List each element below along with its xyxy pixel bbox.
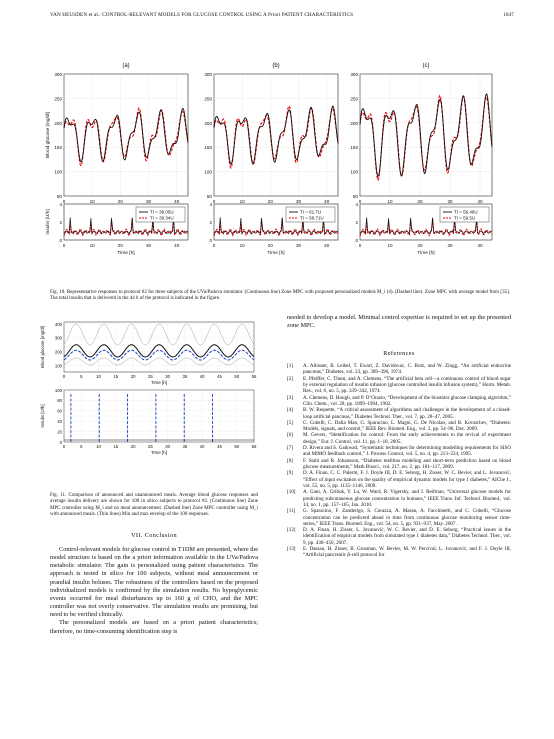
figure-11 <box>38 318 264 468</box>
tick-label: 300 <box>350 72 358 77</box>
reference-item <box>287 420 511 433</box>
tick-label: 30 <box>447 243 453 248</box>
tick-label: 10 <box>96 444 101 449</box>
reference-item <box>287 376 511 395</box>
tick-label: 0 <box>59 439 62 445</box>
header-title: VAN HEUSDEN et al.: CONTROL-RELEVANT MODELS FOR GLUCOSE CONTROL USING A Priori PATIENT CHARACTERISTICS <box>50 12 354 18</box>
series-line <box>64 345 254 357</box>
reference-number: [7] <box>287 445 293 452</box>
legend-entry: TI = 61.7U <box>300 209 322 215</box>
conclusion-paragraph-2: The personalized models are based on a priori patient characteristics; therefore, no time-consuming identification step is <box>50 619 258 635</box>
reference-number: [1] <box>287 363 293 369</box>
x-axis-label: Time [h] <box>150 450 168 455</box>
reference-number: [6] <box>287 432 293 439</box>
tick-label: 400 <box>54 321 62 327</box>
reference-item <box>287 407 511 420</box>
tick-label: 40 <box>174 243 180 248</box>
conclusion-continuation: needed to develop a model. Minimal control expertise is required to set up the presented zone MPC. <box>287 314 511 330</box>
reference-list <box>287 363 511 559</box>
tick-label: 100 <box>54 169 62 175</box>
tick-label: 20 <box>57 429 62 435</box>
reference-text: A. Gani, A. Gribok, Y. Lu, W. Ward, R. Vigersky, and J. Reifman, “Universal glucose models for predicting subcutaneous glucose concentration in humans,” IEEE Trans. Inf. Technol. Biomed., vol. 14, no. 1, pp. 157–165, Jan. 2010. <box>303 489 511 508</box>
y-axis-label: Blood glucose [mg/dl] <box>40 326 45 368</box>
tick-label: 250 <box>350 96 358 102</box>
conclusion-paragraph-1: Control-relevant models for glucose control in T1DM are presented, where the model structure is based on the a priori information available in the UVa/Padova metabolic simulator. The gain is personalized using patient characteristics. The approach is tested in silico for 100 subjects, without meal announcement or prandial insulin boluses. The robustness of the controllers based on the proposed individualized models is confirmed by the simulation results. No hypoglycemic events occurred for meal disturbances up to 160 g of CHO, and the MPC controller was not overly conservative. The simulation results are promising, but need to be verified clinically. <box>50 546 258 619</box>
tick-label: 40 <box>199 374 205 379</box>
plot-frame <box>214 74 338 196</box>
tick-label: 0 <box>212 199 216 204</box>
tick-label: 30 <box>295 243 302 248</box>
reference-item <box>287 458 511 471</box>
x-axis-label: Time [h] <box>417 251 435 256</box>
tick-label: 45 <box>217 374 222 379</box>
page-number: 1847 <box>503 12 514 18</box>
tick-label: 150 <box>54 145 62 151</box>
tick-label: 25 <box>147 374 153 379</box>
tick-label: 100 <box>54 363 62 369</box>
tick-label: 200 <box>350 120 358 126</box>
tick-label: 45 <box>217 444 222 449</box>
tick-label: 300 <box>54 335 62 341</box>
tick-label: 50 <box>56 194 62 199</box>
tick-label: 25 <box>147 444 153 449</box>
plot-frame <box>64 74 188 196</box>
series-line <box>64 108 188 161</box>
legend-entry: TI = 58.71U <box>300 215 324 221</box>
tick-label: 10 <box>96 374 101 379</box>
reference-text: F. Stahl and R. Johansson, “Diabetes mellitus modeling and short-term prediction based on blood glucose measurements,” Math Biosci., vol. 217, no. 2, pp. 101–117, 2009. <box>303 457 511 470</box>
plot-frame <box>360 74 492 196</box>
tick-label: 250 <box>54 96 62 102</box>
reference-text: D. A. Finan, H. Zisser, L. Jovanović, W. C. Bevier, and D. E. Seborg, “Practical issues in the identification of empirical models from simulated type 1 diabetes data,” Diabetes Technol. Ther., vol. 9, pp. 438–450, 2007. <box>303 527 511 546</box>
tick-label: 15 <box>113 444 119 449</box>
tick-label: 100 <box>54 387 62 393</box>
reference-text: E. Pfeiffer, C. Thum, and A. Clemens, “The artificial beta cell—a continuous control of blood sugar by external regulation of insulin infusion (glucose controlled insulin infusion system),” Horm. Metab. Res., vol. 6, no. 5, pp. 339–342, 1974. <box>303 375 511 395</box>
tick-label: 40 <box>477 199 483 204</box>
tick-label: 35 <box>182 444 188 449</box>
reference-item <box>287 546 511 559</box>
tick-label: 20 <box>130 374 136 379</box>
tick-label: 100 <box>204 169 212 175</box>
tick-label: 15 <box>113 374 119 379</box>
reference-item <box>287 363 511 376</box>
reference-number: [9] <box>287 470 293 477</box>
reference-number: [3] <box>287 394 293 401</box>
tick-label: 80 <box>57 398 62 404</box>
tick-label: 10 <box>239 199 245 204</box>
panel-label: (c) <box>422 63 430 69</box>
legend-entry: TI = 56.46U <box>454 209 478 215</box>
legend-entry: TI = 39.05U <box>150 209 174 215</box>
reference-text: D. Rivera and S. Gaikwad, “Systematic techniques for determining modelling requirements for SISO and MIMO feedback control,” J. Process Control, vol. 5, no. 4, pp. 213–224, 1995. <box>303 445 511 458</box>
tick-label: 0 <box>212 243 216 248</box>
reference-item <box>287 508 511 527</box>
tick-label: 300 <box>204 72 212 77</box>
tick-label: 55 <box>251 374 257 379</box>
tick-label: 30 <box>447 199 453 204</box>
reference-text: G. Sparacino, F. Zanderigo, S. Corazza, A. Maran, A. Facchinetti, and C. Cobelli, “Glucose concentration can be predicted ahead in time from continuous glucose monitoring sensor time-series,” IEEE Trans. Biomed. Eng., vol. 54, no. 5, pp. 931–937, May. 2007. <box>303 508 511 527</box>
tick-label: 2 <box>209 220 212 225</box>
tick-label: 40 <box>57 419 62 424</box>
reference-number: [13] <box>287 546 296 553</box>
tick-label: 20 <box>267 199 273 204</box>
tick-label: 5 <box>80 444 83 449</box>
tick-label: 10 <box>239 243 245 248</box>
panel-label: (b) <box>272 63 280 69</box>
tick-label: 10 <box>387 199 393 204</box>
tick-label: 0 <box>358 243 362 248</box>
conclusion-body <box>50 546 258 636</box>
tick-label: 200 <box>54 349 62 355</box>
tick-label: 40 <box>477 243 483 248</box>
tick-label: 150 <box>350 145 358 151</box>
reference-number: [10] <box>287 489 296 496</box>
reference-number: [8] <box>287 457 293 464</box>
tick-label: 20 <box>267 243 273 248</box>
tick-label: 30 <box>165 444 171 449</box>
tick-label: 0 <box>62 374 66 379</box>
tick-label: 150 <box>204 145 212 151</box>
legend-entry: TI = 59.5U <box>454 215 476 221</box>
tick-label: 2 <box>355 220 358 225</box>
tick-label: 4 <box>355 202 358 207</box>
tick-label: 10 <box>387 243 393 248</box>
tick-label: 20 <box>417 199 423 204</box>
tick-label: 40 <box>174 199 180 204</box>
tick-label: 2 <box>59 220 62 225</box>
figure-10 <box>44 62 514 282</box>
y-axis-label: Insulin [U/h] <box>46 209 51 235</box>
reference-item <box>287 432 511 445</box>
tick-label: 300 <box>54 72 62 77</box>
tick-label: 20 <box>417 243 423 248</box>
tick-label: 0 <box>209 238 212 243</box>
tick-label: 50 <box>234 444 240 449</box>
tick-label: 0 <box>358 199 362 204</box>
reference-number: [5] <box>287 419 293 426</box>
reference-text: A. Albisser, B. Leibel, T. Ewart, Z. Davidovac, C. Botz, and W. Zingg, “An artificial endocrine pancreas,” Diabetes, vol. 23, pp. 389–396, 1974. <box>303 363 511 376</box>
series-line <box>64 324 254 345</box>
tick-label: 30 <box>145 243 152 248</box>
references-title: References <box>383 350 415 357</box>
tick-label: 50 <box>234 374 240 379</box>
tick-label: 20 <box>117 199 123 204</box>
tick-label: 4 <box>59 202 62 207</box>
reference-text: M. Gevers, “Identification for control: From the early achievements to the revival of experiment design,” Eur. J. Control, vol. 11, pp. 1–18, 2005. <box>303 432 511 445</box>
reference-text: A. Clemens, D. Hough, and P. D’Orazio, “Development of the biostator glucose clamping algorithm,” Clin. Chem., vol. 28, pp. 1899–1904, 1982. <box>303 394 511 407</box>
running-header <box>50 12 514 22</box>
tick-label: 0 <box>355 238 358 243</box>
tick-label: 4 <box>209 202 212 207</box>
reference-number: [2] <box>287 375 293 382</box>
tick-label: 200 <box>54 120 62 126</box>
tick-label: 10 <box>89 243 95 248</box>
reference-item <box>287 489 511 508</box>
y-axis-label: Insulin [U/h] <box>40 404 45 428</box>
tick-label: 60 <box>57 408 62 414</box>
tick-label: 30 <box>295 199 302 204</box>
x-axis-label: Time [h] <box>267 251 285 256</box>
tick-label: 0 <box>62 243 66 248</box>
tick-label: 30 <box>145 199 152 204</box>
tick-label: 40 <box>324 243 330 248</box>
tick-label: 50 <box>206 194 212 199</box>
tick-label: 40 <box>199 444 205 449</box>
tick-label: 35 <box>182 374 188 379</box>
tick-label: 20 <box>117 243 123 248</box>
tick-label: 5 <box>80 374 83 379</box>
reference-item <box>287 395 511 408</box>
plot-frame <box>64 390 254 442</box>
tick-label: 30 <box>165 374 171 379</box>
tick-label: 55 <box>251 444 257 449</box>
tick-label: 200 <box>204 120 212 126</box>
x-axis-label: Time [h] <box>117 251 135 256</box>
reference-number: [4] <box>287 407 293 414</box>
reference-item <box>287 527 511 546</box>
reference-text: B. W. Bequette, “A critical assessment of algorithms and challenges in the development of a closed-loop artificial pancreas,” Diabetes Technol. Ther., vol. 7, pp. 28–47, 2005. <box>303 407 511 420</box>
reference-number: [12] <box>287 527 296 534</box>
tick-label: 250 <box>204 96 212 102</box>
tick-label: 20 <box>130 444 136 449</box>
tick-label: 10 <box>89 199 95 204</box>
tick-label: 100 <box>350 169 358 175</box>
reference-item <box>287 445 511 458</box>
figure-10-caption: Fig. 10. Representative responses to protocol #2 for three subjects of the UVa/Padova simulator. (Continuous line) Zone MPC with proposed personalized models M_i (4). (Dashed line). Zone MPC with average model from [35]. The total insulin that is delivered in the 44 h of the protocol is indicated in the figure. <box>50 290 510 302</box>
panel-label: (a) <box>122 63 130 69</box>
legend-entry: TI = 39.34U <box>150 215 174 221</box>
x-axis-label: Time [h] <box>150 380 168 385</box>
section-title-conclusion: VII. Conclusion <box>131 532 177 539</box>
reference-item <box>287 470 511 489</box>
tick-label: 50 <box>352 194 358 199</box>
reference-number: [11] <box>287 508 296 515</box>
tick-label: 40 <box>324 199 330 204</box>
tick-label: 0 <box>62 199 66 204</box>
y-axis-label: Blood glucose [mg/dl] <box>46 112 51 158</box>
tick-label: 0 <box>62 444 66 449</box>
reference-text: E. Dassau, H. Zisser, B. Grosman, W. Bevier, M. W. Percival, L. Jovanović, and F. J. Doyle III, “Artificial pancreatic β-cell protocol for <box>303 546 511 559</box>
reference-text: C. Cobelli, C. Dalla Man, G. Sparacino, L. Magni, G. De Nicolao, and B. Kovatchev, “Diabetes: Models, signals, and control,” IEEE Rev. Biomed. Eng., vol. 2, pp. 54–96, Dec. 2009. <box>303 419 511 433</box>
figure-11-caption: Fig. 11. Comparison of announced and unannounced meals. Average blood glucose responses and average insulin delivery are shown for 100 in silico subjects to protocol #2. (Continuous line) Zone MPC controller using M_i and no meal announcement. (Dashed line) Zone MPC controller using M_i with announced meals. (Thin lines) Min and max envelop of the 100 responses. <box>50 493 258 517</box>
reference-text: D. A. Finan, C. C. Palerm, F. J. Doyle III, D. E. Seborg, H. Zisser, W. C. Bevier, and L. Jovanović, “Effect of input excitation on the quality of empirical dynamic models for type 1 diabetes,” AIChe J., vol. 55, no. 5, pp. 1135–1146, 2009. <box>303 470 511 489</box>
tick-label: 0 <box>59 238 62 243</box>
